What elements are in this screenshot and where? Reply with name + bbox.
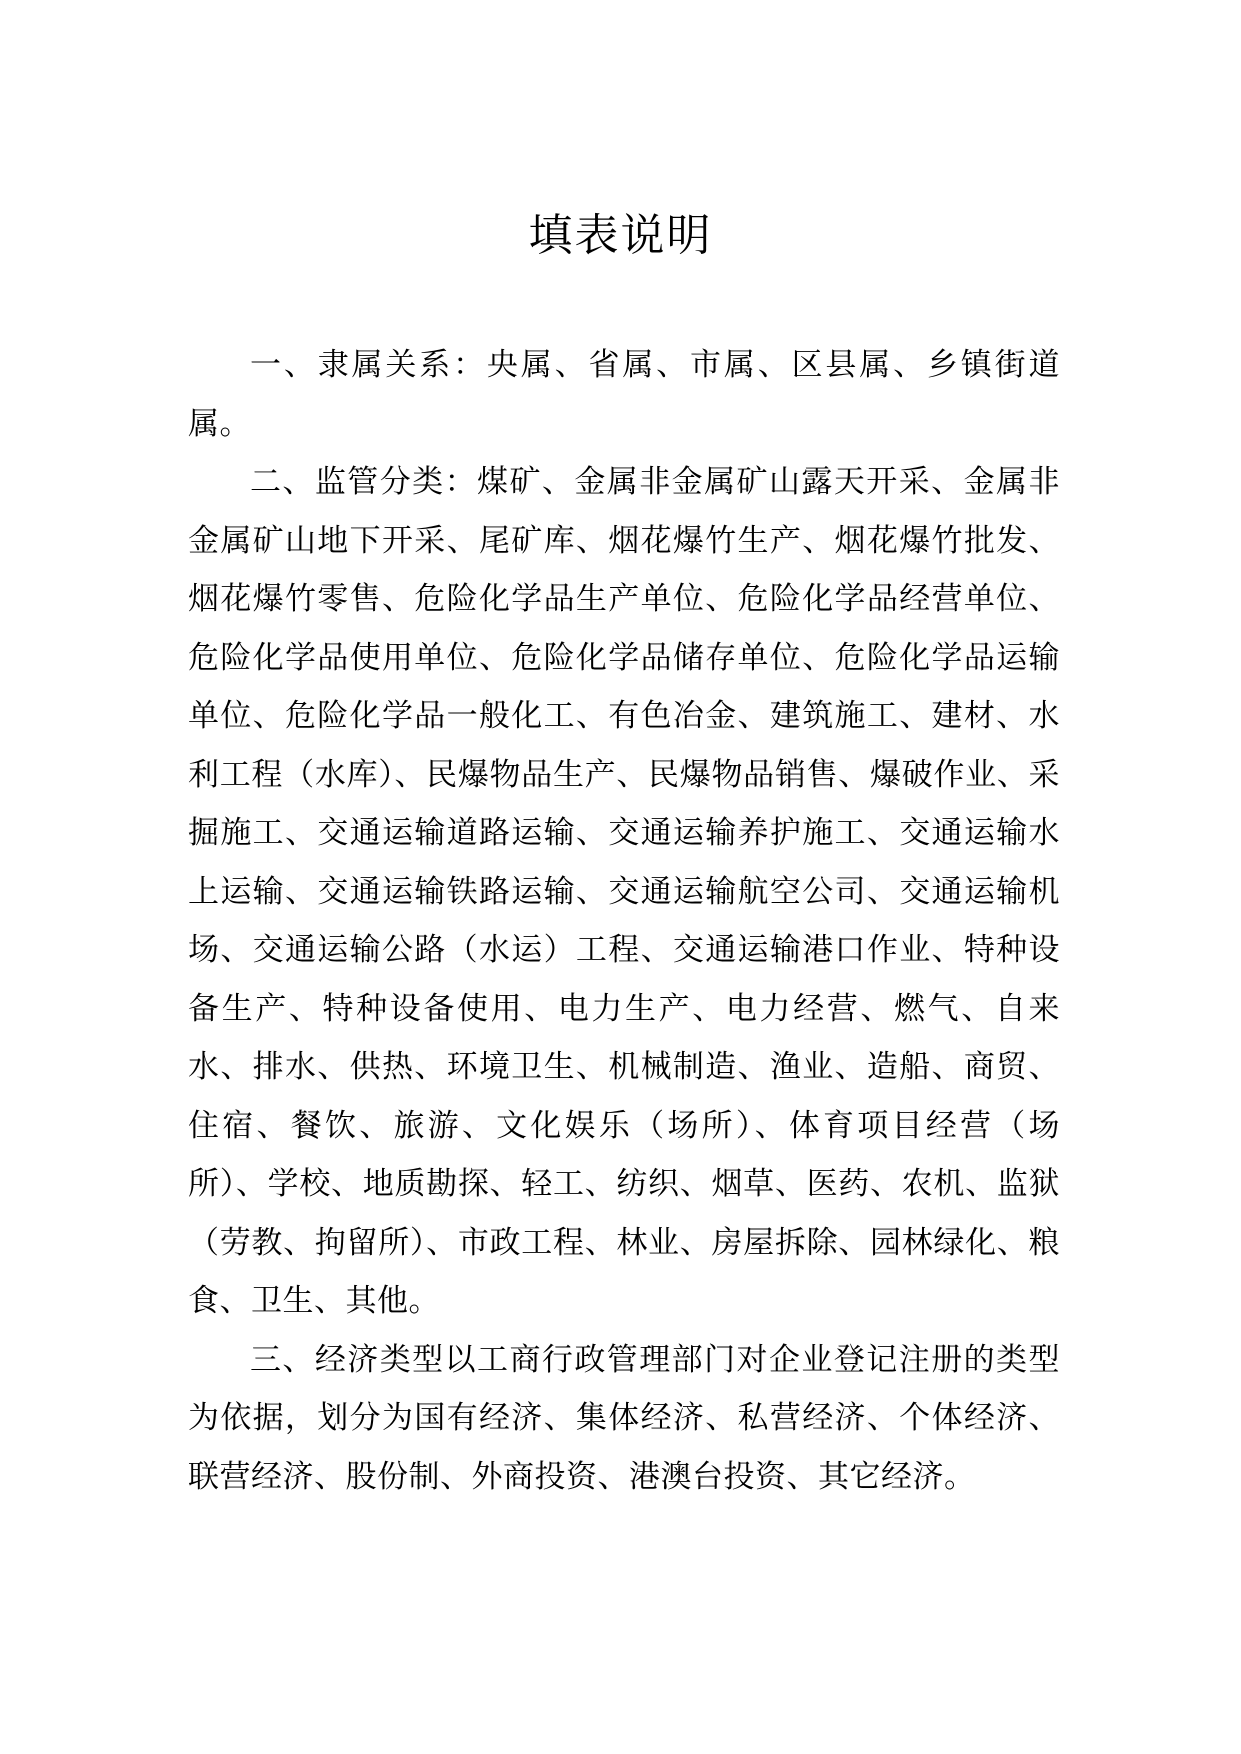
document-title: 填表说明 [528,210,713,261]
paragraph-affiliation: 一、隶属关系：央属、省属、市属、区县属、乡镇街道属。 [188,347,1060,442]
paragraph-supervision-category: 二、监管分类：煤矿、金属非金属矿山露天开采、金属非金属矿山地下开采、尾矿库、烟花爆竹生产、烟花爆竹批发、烟花爆竹零售、危险化学品生产单位、危险化学品经营单位、危险化学品使用单位、危险化学品储存单位、危险化学品运输单位、危险化学品一般化工、有色冶金、建筑施工、建材、水利工程（水库）、民爆物品生产、民爆物品销售、爆破作业、采掘施工、交通运输道路运输、交通运输养护施工、交通运输水上运输、交通运输铁路运输、交通运输航空公司、交通运输机场、交通运输公路（水运）工程、交通运输港口作业、特种设备生产、特种设备使用、电力生产、电力经营、燃气、自来水、排水、供热、环境卫生、机械制造、渔业、造船、商贸、住宿、餐饮、旅游、文化娱乐（场所）、体育项目经营（场所）、学校、地质勘探、轻工、纺织、烟草、医药、农机、监狱（劳教、拘留所）、市政工程、林业、房屋拆除、园林绿化、粮食、卫生、其他。 [188,464,1060,1319]
document-body [188,336,1060,1506]
paragraph-economic-type: 三、经济类型以工商行政管理部门对企业登记注册的类型为依据，划分为国有经济、集体经济、私营经济、个体经济、联营经济、股份制、外商投资、港澳台投资、其它经济。 [188,1341,1060,1495]
